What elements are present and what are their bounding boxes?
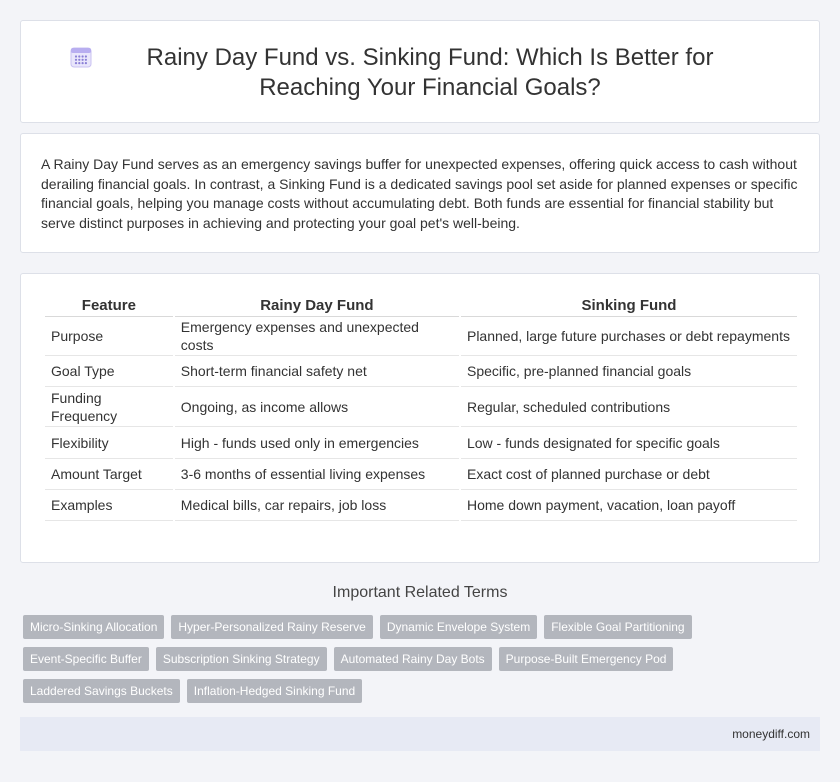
- cell-feature: Examples: [45, 490, 173, 521]
- page-title: Rainy Day Fund vs. Sinking Fund: Which Is Better for Reaching Your Financial Goals?: [146, 44, 714, 101]
- header-sinking-fund: Sinking Fund: [461, 297, 797, 317]
- footer-site-link[interactable]: moneydiff.com: [732, 727, 810, 741]
- tag-event-specific-buffer[interactable]: Event-Specific Buffer: [23, 647, 149, 671]
- cell-sinking: Exact cost of planned purchase or debt: [461, 459, 797, 490]
- tag-row: [23, 647, 703, 671]
- table-row: [45, 317, 797, 356]
- cell-rainy: Short-term financial safety net: [175, 356, 459, 387]
- table-row: [45, 459, 797, 490]
- cell-sinking: Low - funds designated for specific goals: [461, 427, 797, 459]
- tag-flexible-goal-partitioning[interactable]: Flexible Goal Partitioning: [544, 615, 691, 639]
- cell-sinking: Regular, scheduled contributions: [461, 387, 797, 427]
- tag-row: [23, 615, 703, 639]
- related-terms-tags: [23, 615, 703, 711]
- cell-feature: Purpose: [45, 317, 173, 356]
- tag-dynamic-envelope-system[interactable]: Dynamic Envelope System: [380, 615, 537, 639]
- tag-micro-sinking-allocation[interactable]: Micro-Sinking Allocation: [23, 615, 164, 639]
- footer: [20, 717, 820, 751]
- tag-inflation-hedged-sinking-fund[interactable]: Inflation-Hedged Sinking Fund: [187, 679, 362, 703]
- cell-rainy: Medical bills, car repairs, job loss: [175, 490, 459, 521]
- cell-rainy: 3-6 months of essential living expenses: [175, 459, 459, 490]
- tag-hyper-personalized-rainy-reserve[interactable]: Hyper-Personalized Rainy Reserve: [171, 615, 372, 639]
- cell-rainy: Ongoing, as income allows: [175, 387, 459, 427]
- cell-feature: Amount Target: [45, 459, 173, 490]
- intro-card: [20, 133, 820, 253]
- cell-feature: Goal Type: [45, 356, 173, 387]
- cell-feature: Flexibility: [45, 427, 173, 459]
- title-card: [20, 20, 820, 123]
- cell-sinking: Specific, pre-planned financial goals: [461, 356, 797, 387]
- tag-purpose-built-emergency-pod[interactable]: Purpose-Built Emergency Pod: [499, 647, 674, 671]
- header-rainy-day-fund: Rainy Day Fund: [175, 297, 459, 317]
- table-row: [45, 387, 797, 427]
- cell-feature: Funding Frequency: [45, 387, 173, 427]
- tag-laddered-savings-buckets[interactable]: Laddered Savings Buckets: [23, 679, 180, 703]
- cell-rainy: High - funds used only in emergencies: [175, 427, 459, 459]
- cell-sinking: Planned, large future purchases or debt repayments: [461, 317, 797, 356]
- cell-sinking: Home down payment, vacation, loan payoff: [461, 490, 797, 521]
- table-row: [45, 427, 797, 459]
- cell-rainy: Emergency expenses and unexpected costs: [175, 317, 459, 356]
- tag-automated-rainy-day-bots[interactable]: Automated Rainy Day Bots: [334, 647, 492, 671]
- comparison-card: [20, 273, 820, 563]
- table-header-row: [45, 297, 797, 317]
- tag-subscription-sinking-strategy[interactable]: Subscription Sinking Strategy: [156, 647, 327, 671]
- table-row: [45, 490, 797, 521]
- related-terms-heading: Important Related Terms: [332, 584, 508, 601]
- tag-row: [23, 679, 703, 703]
- comparison-table: [43, 297, 799, 521]
- intro-paragraph: A Rainy Day Fund serves as an emergency savings buffer for unexpected expenses, offering quick access to cash without derailing financial goals. In contrast, a Sinking Fund is a dedicated savings pool set aside for planned expenses or specific financial goals, helping you manage costs without accumulating debt. Both funds are essential for financial stability but serve distinct purposes in achieving and protecting your goal pet's well-being.: [41, 156, 798, 231]
- header-feature: Feature: [45, 297, 173, 317]
- table-row: [45, 356, 797, 387]
